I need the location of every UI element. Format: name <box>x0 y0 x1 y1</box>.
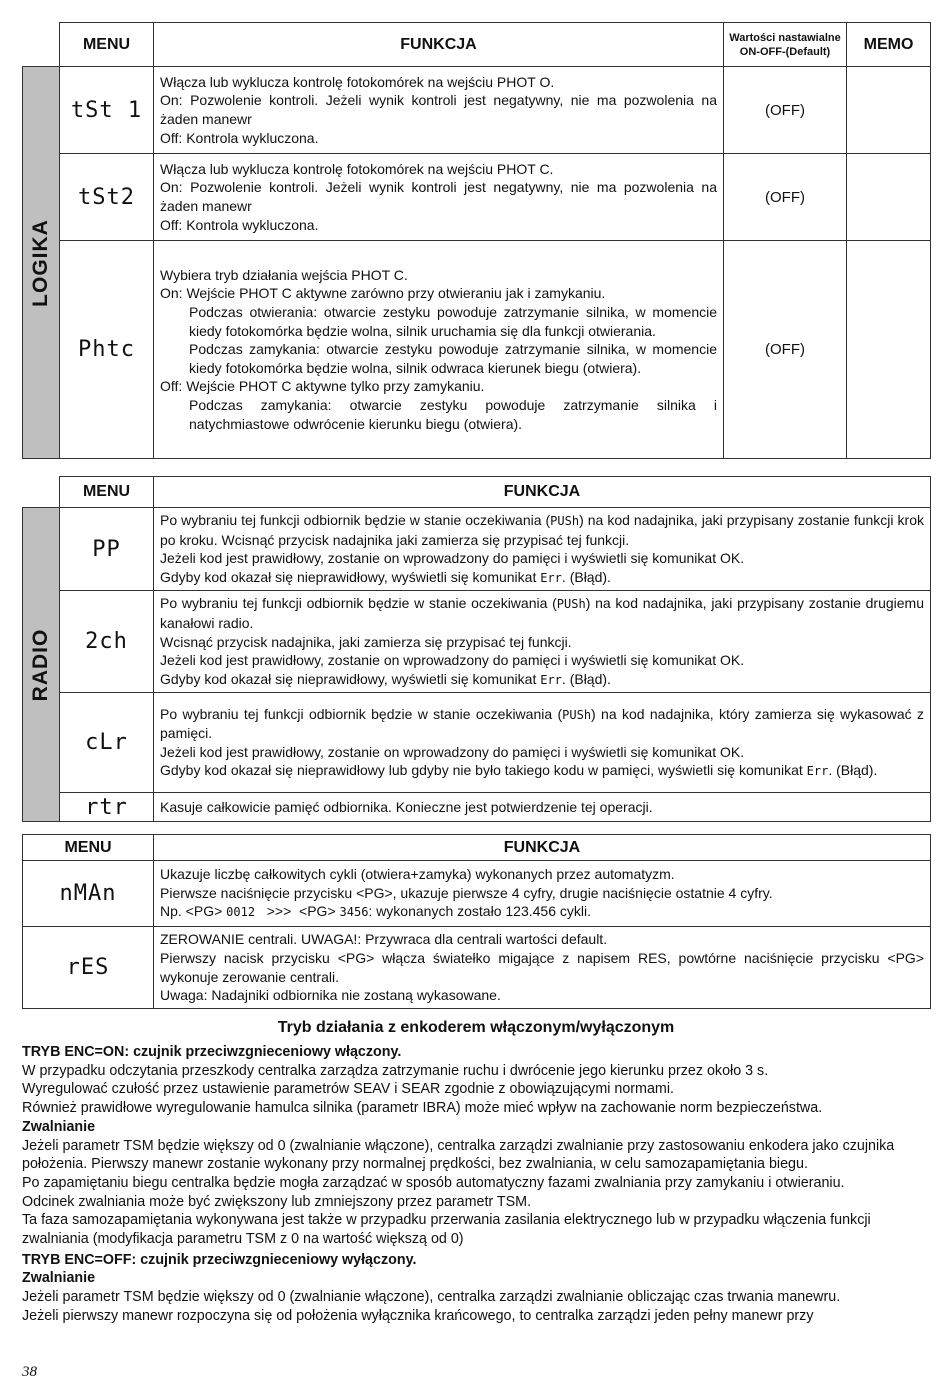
memo-cell <box>847 241 931 459</box>
menu-header: MENU <box>60 477 154 508</box>
enc-off-heading: TRYB ENC=OFF: czujnik przeciwzgnieceniowy wyłączony. <box>22 1251 417 1268</box>
paragraph: Wyregulować czułość przez ustawienie parametrów SEAV i SEAR zgodnie z obowiązującymi normami. <box>22 1081 674 1098</box>
encoder-description <box>22 1043 930 1326</box>
memo-cell <box>847 154 931 241</box>
table-row <box>23 508 931 591</box>
menu-code-res: rES <box>23 927 154 1009</box>
counter-table <box>22 834 931 1009</box>
paragraph: Odcinek zwalniania może być zwiększony lub zmniejszony przez parametr TSM. <box>22 1193 532 1210</box>
function-header: FUNKCJA <box>154 477 931 508</box>
menu-header: MENU <box>60 23 154 67</box>
logic-table <box>22 22 931 459</box>
table-row <box>23 241 931 459</box>
menu-code-tst2: tSt2 <box>60 154 154 241</box>
table-corner <box>23 23 60 67</box>
function-text: Po wybraniu tej funkcji odbiornik będzie w stanie oczekiwania (PUSh) na kod nadajnika, jaki przypisany zostanie funkcji krok po kroku. Wcisnąć przycisk nadajnika jaki zamierza się przypisać tej funkcji. Jeżeli kod jest prawidłowy, zostanie on wprowadzony do pamięci i wyświetli się komunikat OK. Gdyby kod okazał się nieprawidłowy, wyświetli się komunikat Err. (Błąd). <box>154 508 931 591</box>
subheading: Zwalnianie <box>22 1270 96 1287</box>
section-title: Tryb działania z enkoderem włączonym/wyłączonym <box>277 1019 675 1036</box>
counter-table-wrap <box>22 834 930 1009</box>
menu-header: MENU <box>23 835 154 861</box>
table-row <box>23 693 931 793</box>
paragraph: Jeżeli pierwszy manewr rozpoczyna się od położenia wyłącznika krańcowego, to centralka zarządzi jeden pełny manewr przy <box>22 1307 814 1324</box>
memo-cell <box>847 67 931 154</box>
radio-table <box>22 476 931 822</box>
table-row <box>23 154 931 241</box>
table-row <box>23 793 931 822</box>
menu-code-clr: cLr <box>60 693 154 793</box>
logic-side-label: LOGIKA <box>23 67 60 459</box>
function-text: Po wybraniu tej funkcji odbiornik będzie w stanie oczekiwania (PUSh) na kod nadajnika, jaki przypisany zostanie drugiemu kanałowi radio. Wcisnąć przycisk nadajnika, jaki zamierza się przypisać tej funkcji. Jeżeli kod jest prawidłowy, zostanie on wprowadzony do pamięci i wyświetli się komunikat OK. Gdyby kod okazał się nieprawidłowy, wyświetli się komunikat Err. (Błąd). <box>154 591 931 693</box>
page-number: 38 <box>22 1364 37 1380</box>
table-row <box>23 861 931 927</box>
memo-header: MEMO <box>847 23 931 67</box>
function-text: Włącza lub wyklucza kontrolę fotokomórek na wejściu PHOT C. On: Pozwolenie kontroli. Jeżeli wynik kontroli jest negatywny, nie ma pozwolenia na żaden manewr Off: Kontrola wykluczona. <box>154 154 724 241</box>
paragraph: Ta faza samozapamiętania wykonywana jest także w przypadku przerwania zasilania elektrycznego lub w przypadku włączenia funkcji zwalniania (modyfikacja parametru TSM z 0 na wartość większą od 0) <box>22 1212 871 1248</box>
function-header: FUNKCJA <box>154 23 724 67</box>
paragraph: Jeżeli parametr TSM będzie większy od 0 (zwalnianie włączone), centralka zarządzi zwalnianie przy zastosowaniu enkodera jako czujnika położenia. Pierwszy manewr zostanie wykonany przy normalnej prędkości, bez zwalniania, w celu samozapamiętania biegu. <box>22 1137 895 1173</box>
function-text: Wybiera tryb działania wejścia PHOT C. On: Wejście PHOT C aktywne zarówno przy otwieraniu jak i zamykaniu. Podczas otwierania: otwarcie zestyku powoduje zatrzymanie silnika, w momencie kiedy fotokomórka będzie wolna, silnik uruchamia się dla funkcji otwierania. Podczas zamykania: otwarcie zestyku powoduje zatrzymanie silnika, w momencie kiedy fotokomórka będzie wolna, silnik odwraca kierunek biegu (otwiera). Off: Wejście PHOT C aktywne tylko przy zamykaniu. Podczas zamykania: otwarcie zestyku powoduje zatrzymanie silnika i natychmiastowe odwrócenie kierunku biegu (otwiera). <box>154 241 724 459</box>
paragraph: Jeżeli parametr TSM będzie większy od 0 (zwalnianie włączone), centralka zarządzi zwalnianie obliczając czas trwania manewru. <box>22 1289 841 1306</box>
enc-on-heading: TRYB ENC=ON: czujnik przeciwzgnieceniowy włączony. <box>22 1044 402 1060</box>
menu-code-pp: PP <box>60 508 154 591</box>
subheading: Zwalnianie <box>22 1118 96 1135</box>
function-text: Ukazuje liczbę całkowitych cykli (otwiera+zamyka) wykonanych przez automatyzm. Pierwsze naciśnięcie przycisku <PG>, ukazuje pierwsze 4 cyfry, drugie naciśnięcie ostatnie 4 cyfry. Np. <PG> 0012 >>> <PG> 3456: wykonanych zostało 123.456 cykli. <box>154 861 931 927</box>
menu-code-2ch: 2ch <box>60 591 154 693</box>
function-header: FUNKCJA <box>154 835 931 861</box>
table-row <box>23 591 931 693</box>
default-value: (OFF) <box>724 67 847 154</box>
function-text: ZEROWANIE centrali. UWAGA!: Przywraca dla centrali wartości default. Pierwszy nacisk przycisku <PG> włącza światełko migające z napisem RES, powtórne naciśnięcie przycisku <PG> wykonuje zerowanie centrali. Uwaga: Nadajniki odbiornika nie zostaną wykasowane. <box>154 927 931 1009</box>
radio-table-wrap <box>22 476 930 822</box>
menu-code-tst1: tSt 1 <box>60 67 154 154</box>
table-row <box>23 927 931 1009</box>
paragraph: W przypadku odczytania przeszkody centralka zarządza zatrzymanie ruchu i dwrócenie jego kierunku przez około 3 s. <box>22 1062 769 1079</box>
logic-table-wrap <box>22 22 930 459</box>
paragraph: Również prawidłowe wyregulowanie hamulca silnika (parametr IBRA) może mieć wpływ na zachowanie norm bezpieczeństwa. <box>22 1100 823 1117</box>
default-value: (OFF) <box>724 154 847 241</box>
table-row <box>23 67 931 154</box>
menu-code-nman: nMAn <box>23 861 154 927</box>
menu-code-rtr: rtr <box>60 793 154 822</box>
function-text: Włącza lub wyklucza kontrolę fotokomórek na wejściu PHOT O. On: Pozwolenie kontroli. Jeżeli wynik kontroli jest negatywny, nie ma pozwolenia na żaden manewr Off: Kontrola wykluczona. <box>154 67 724 154</box>
values-header: Wartości nastawialne ON-OFF-(Default) <box>724 23 847 67</box>
menu-code-phtc: Phtc <box>60 241 154 459</box>
table-corner <box>23 477 60 508</box>
paragraph: Po zapamiętaniu biegu centralka będzie mogła zarządzać w sposób automatyczny fazami zwalniania przy zamykaniu i otwieraniu. <box>22 1174 845 1191</box>
default-value: (OFF) <box>724 241 847 459</box>
function-text: Kasuje całkowicie pamięć odbiornika. Konieczne jest potwierdzenie tej operacji. <box>154 793 931 822</box>
function-text: Po wybraniu tej funkcji odbiornik będzie w stanie oczekiwania (PUSh) na kod nadajnika, który zamierza się wykasować z pamięci. Jeżeli kod jest prawidłowy, zostanie on wprowadzony do pamięci i wyświetli się komunikat OK. Gdyby kod okazał się nieprawidłowy lub gdyby nie było takiego kodu w pamięci, wyświetli się komunikat Err. (Błąd). <box>154 693 931 793</box>
radio-side-label: RADIO <box>23 508 60 822</box>
